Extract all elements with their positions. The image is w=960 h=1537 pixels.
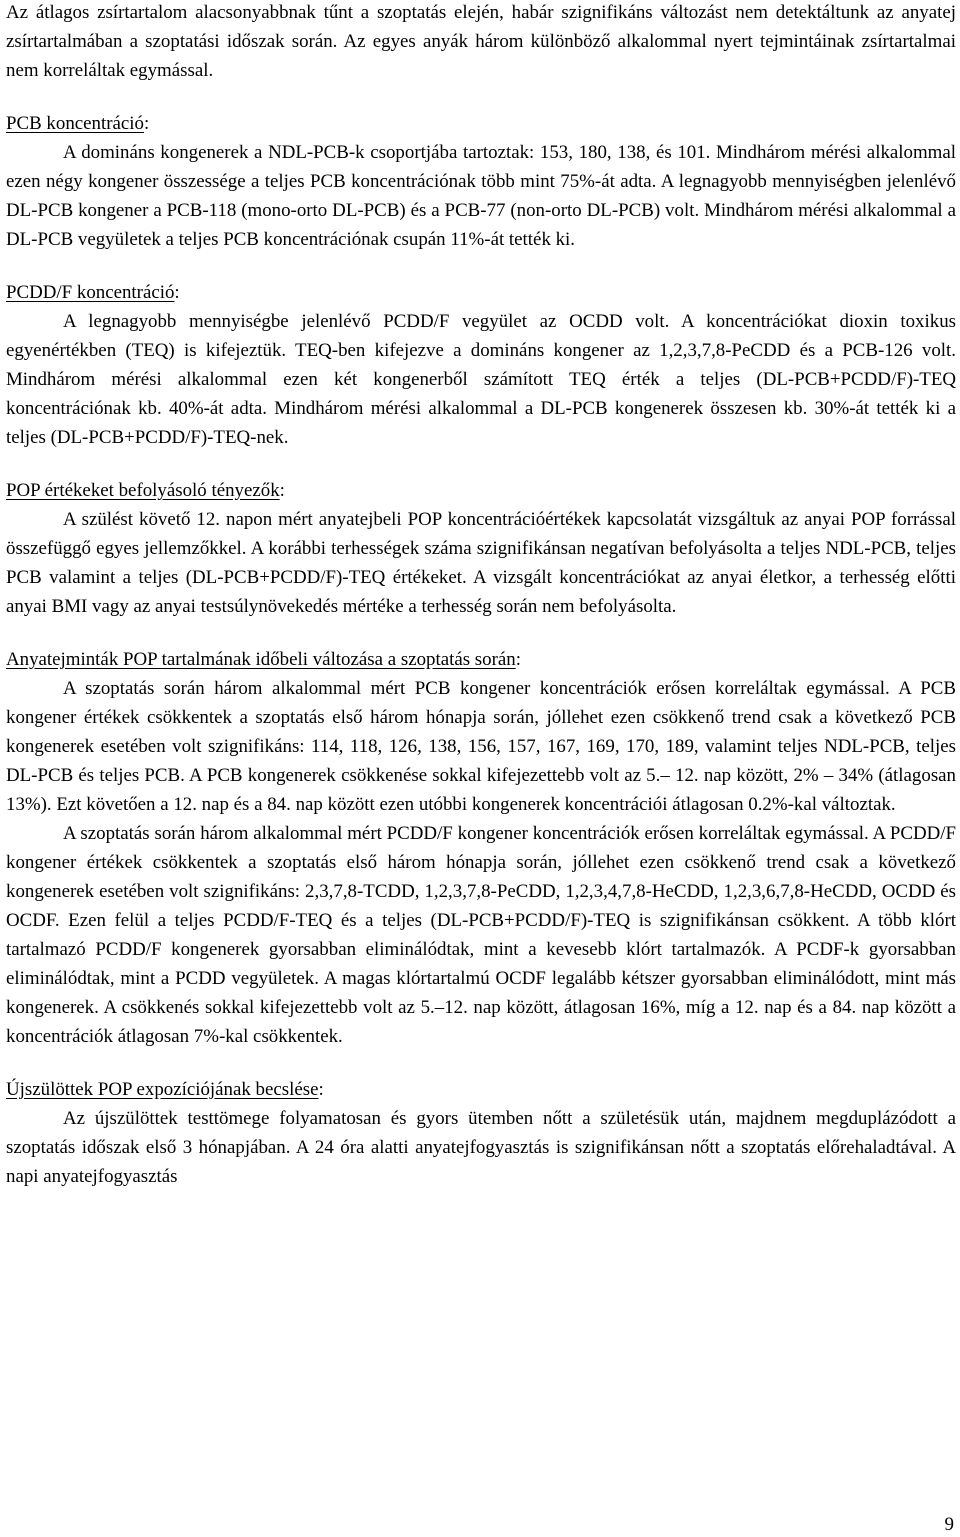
section-paragraph: A szülést követő 12. napon mért anyatejbeli POP koncentrációértékek kapcsolatát vizsgáltuk az anyai POP forrással összefüggő egyes jellemzőkkel. A korábbi terhességek száma szignifikánsan negatívan befolyásolta a teljes NDL-PCB, teljes PCB valamint a teljes (DL-PCB+PCDD/F)-TEQ értékeket. A vizsgált koncentrációkat az anyai életkor, a terhesség előtti anyai BMI vagy az anyai testsúlynövekedés mértéke a terhesség során nem befolyásolta.: [6, 509, 956, 617]
section-paragraph: A szoptatás során három alkalommal mért PCB kongener koncentrációk erősen korreláltak egymással. A PCB kongener értékek csökkentek a szoptatás első három hónapja során, jóllehet ezen csökkenő trend csak a következő PCB kongenerek esetében volt szignifikáns: 114, 118, 126, 138, 156, 157, 167, 169, 170, 189, valamint teljes NDL-PCB, teljes DL-PCB és teljes PCB. A PCB kongenerek csökkenése sokkal kifejezettebb volt az 5.– 12. nap között, 2% – 34% (átlagosan 13%). Ezt követően a 12. nap és a 84. nap között ezen utóbbi kongenerek koncentrációi átlagosan 0.2%-kal változtak.: [6, 678, 956, 815]
section-heading-colon: :: [318, 1079, 324, 1100]
section-heading-pop-factors: [6, 476, 956, 505]
section-heading-colon: :: [143, 113, 150, 134]
section-paragraph: A szoptatás során három alkalommal mért PCDD/F kongener koncentrációk erősen korreláltak egymással. A PCDD/F kongener értékek csökkentek a szoptatás első három hónapja során, jóllehet ezen csökkenő trend csak a következő kongenerek esetében volt szignifikáns: 2,3,7,8-TCDD, 1,2,3,7,8-PeCDD, 1,2,3,4,7,8-HeCDD, 1,2,3,6,7,8-HeCDD, OCDD és OCDF. Ezen felül a teljes PCDD/F-TEQ és a teljes (DL-PCB+PCDD/F)-TEQ is szignifikánsan csökkent. A több klórt tartalmazó PCDD/F kongenerek gyorsabban eliminálódtak, mint a kevesebb klórt tartalmazók. A PCDF-k gyorsabban eliminálódtak, mint a PCDD vegyületek. A magas klórtartalmú OCDF legalább kétszer gyorsabban eliminálódott, mint más kongenerek. A csökkenés sokkal kifejezettebb volt az 5.–12. nap között, átlagosan 16%, míg a 12. nap és a 84. nap között a koncentrációk átlagosan 7%-kal csökkentek.: [6, 823, 956, 1047]
section-heading-text: POP értékeket befolyásoló tényezők: [6, 480, 280, 501]
section-heading-text: Újszülöttek POP expozíciójának becslése: [6, 1079, 319, 1100]
section-heading-text: PCDD/F koncentráció: [6, 282, 175, 303]
section-heading-newborn-exposure: [6, 1075, 956, 1104]
section-heading-text: Anyatejminták POP tartalmának időbeli változása a szoptatás során: [6, 649, 516, 670]
section-heading-pcb: [6, 109, 956, 138]
section-paragraph: A domináns kongenerek a NDL-PCB-k csoportjába tartoztak: 153, 180, 138, és 101. Mindhárom mérési alkalommal ezen négy kongener összessége a teljes PCB koncentrációnak több mint 75%-át adta. A legnagyobb mennyiségben jelenlévő DL-PCB kongener a PCB-118 (mono-orto DL-PCB) és a PCB-77 (non-orto DL-PCB) volt. Mindhárom mérési alkalommal a DL-PCB vegyületek a teljes PCB koncentrációnak csupán 11%-át tették ki.: [6, 142, 956, 250]
section-paragraph: Az újszülöttek testtömege folyamatosan és gyors ütemben nőtt a születésük után, majdnem megduplázódott a szoptatás időszak első 3 hónapjában. A 24 óra alatti anyatejfogyasztás is szignifikánsan nőtt a szoptatás előrehaladtával. A napi anyatejfogyasztás: [6, 1108, 956, 1187]
section-heading-pcdd-f: [6, 278, 956, 307]
section-heading-temporal-change: [6, 645, 956, 674]
page-number: 9: [944, 1514, 954, 1535]
section-heading-colon: :: [515, 649, 521, 670]
section-heading-text: PCB koncentráció: [6, 113, 144, 134]
section-heading-colon: :: [174, 282, 180, 303]
document-page: [6, 0, 956, 1191]
section-heading-colon: :: [279, 480, 285, 501]
section-paragraph: A legnagyobb mennyiségbe jelenlévő PCDD/F vegyület az OCDD volt. A koncentrációkat dioxin toxikus egyenértékben (TEQ) is kifejeztük. TEQ-ben kifejezve a domináns kongener az 1,2,3,7,8-PeCDD és a PCB-126 volt. Mindhárom mérési alkalommal ezen két kongenerből számított TEQ érték a teljes (DL-PCB+PCDD/F)-TEQ koncentrációnak kb. 40%-át adta. Mindhárom mérési alkalommal a DL-PCB kongenerek összesen kb. 30%-át tették ki a teljes (DL-PCB+PCDD/F)-TEQ-nek.: [6, 311, 956, 448]
intro-paragraph: Az átlagos zsírtartalom alacsonyabbnak tűnt a szoptatás elején, habár szignifikáns változást nem detektáltunk az anyatej zsírtartalmában a szoptatási időszak során. Az egyes anyák három különböző alkalommal nyert tejmintáinak zsírtartalmai nem korreláltak egymással.: [6, 2, 956, 81]
